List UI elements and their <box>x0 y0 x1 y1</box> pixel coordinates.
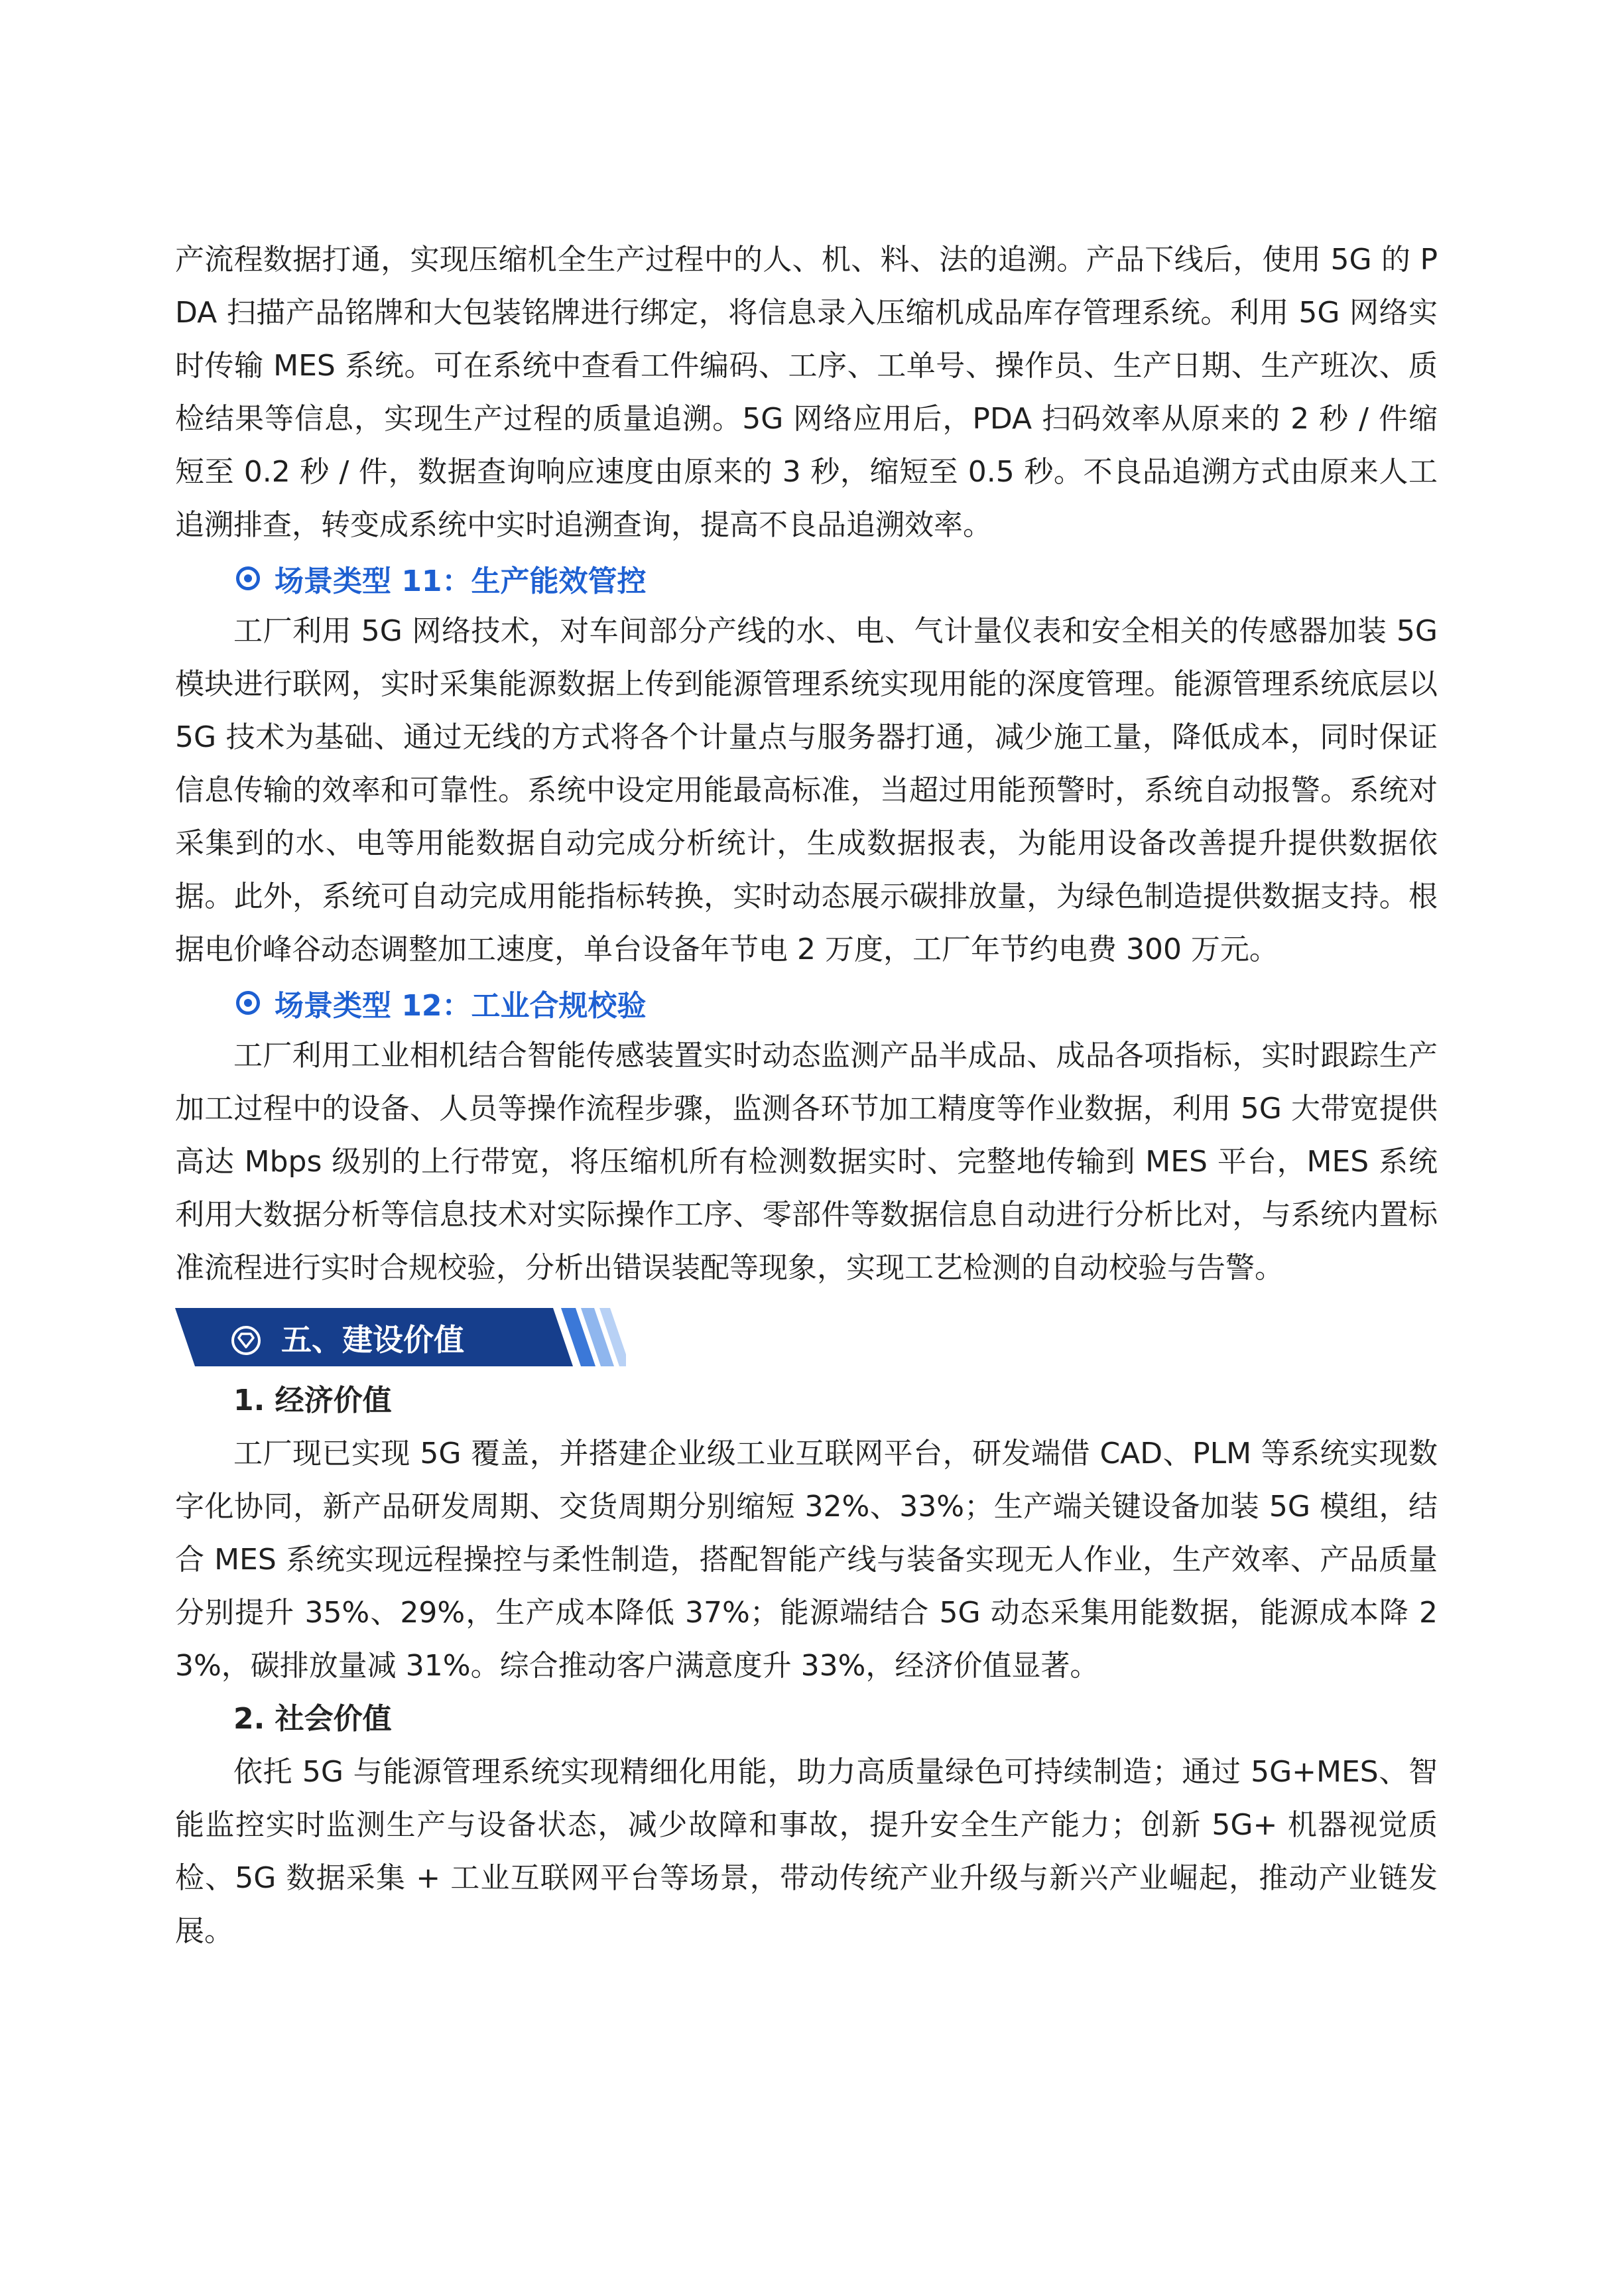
page-content <box>175 233 1438 1958</box>
diamond-heart-icon <box>231 1325 261 1356</box>
scene11-heading <box>236 552 1438 605</box>
economic-value-title: 1. 经济价值 <box>233 1384 392 1417</box>
intro-paragraph: 产流程数据打通，实现压缩机全生产过程中的人、机、料、法的追溯。产品下线后，使用 5G 的 PDA 扫描产品铭牌和大包装铭牌进行绑定，将信息录入压缩机成品库存管理系统。利用 5G 网络实时传输 MES 系统。可在系统中查看工件编码、工序、工单号、操作员、生产日期、生产班次、质检结果等信息，实现生产过程的质量追溯。5G 网络应用后，PDA 扫码效率从原来的 2 秒 / 件缩短至 0.2 秒 / 件，数据查询响应速度由原来的 3 秒，缩短至 0.5 秒。不良品追溯方式由原来人工追溯排查，转变成系统中实时追溯查询，提高不良品追溯效率。 <box>175 243 1438 542</box>
target-circle-icon <box>236 991 260 1015</box>
scene11-title: 场景类型 11：生产能效管控 <box>275 564 647 598</box>
social-value-title: 2. 社会价值 <box>233 1702 392 1736</box>
social-value-body: 依托 5G 与能源管理系统实现精细化用能，助力高质量绿色可持续制造；通过 5G+MES、智能监控实时监测生产与设备状态，减少故障和事故，提升安全生产能力；创新 5G+ 机器视觉质检、5G 数据采集 + 工业互联网平台等场景，带动传统产业升级与新兴产业崛起，推动产业链发展。 <box>175 1755 1438 1948</box>
scene12-title: 场景类型 12：工业合规校验 <box>275 989 647 1023</box>
scene12-body: 工厂利用工业相机结合智能传感装置实时动态监测产品半成品、成品各项指标，实时跟踪生产加工过程中的设备、人员等操作流程步骤，监测各环节加工精度等作业数据，利用 5G 大带宽提供高达 Mbps 级别的上行带宽，将压缩机所有检测数据实时、完整地传输到 MES 平台，MES 系统利用大数据分析等信息技术对实际操作工序、零部件等数据信息自动进行分析比对，与系统内置标准流程进行实时合规校验，分析出错误装配等现象，实现工艺检测的自动校验与告警。 <box>175 1039 1438 1285</box>
target-circle-icon <box>236 566 260 590</box>
section5-banner <box>175 1308 1438 1372</box>
scene11-body: 工厂利用 5G 网络技术，对车间部分产线的水、电、气计量仪表和安全相关的传感器加装 5G 模块进行联网，实时采集能源数据上传到能源管理系统实现用能的深度管理。能源管理系统底层以 5G 技术为基础、通过无线的方式将各个计量点与服务器打通，减少施工量，降低成本，同时保证信息传输的效率和可靠性。系统中设定用能最高标准，当超过用能预警时，系统自动报警。系统对采集到的水、电等用能数据自动完成分析统计，生成数据报表，为能用设备改善提升提供数据依据。此外，系统可自动完成用能指标转换，实时动态展示碳排放量，为绿色制造提供数据支持。根据电价峰谷动态调整加工速度，单台设备年节电 2 万度，工厂年节约电费 300 万元。 <box>175 614 1438 966</box>
scene12-heading <box>236 976 1438 1029</box>
section5-title: 五、建设价值 <box>281 1322 464 1358</box>
economic-value-body: 工厂现已实现 5G 覆盖，并搭建企业级工业互联网平台，研发端借 CAD、PLM 等系统实现数字化协同，新产品研发周期、交货周期分别缩短 32%、33%；生产端关键设备加装 5G 模组，结合 MES 系统实现远程操控与柔性制造，搭配智能产线与装备实现无人作业，生产效率、产品质量分别提升 35%、29%，生产成本降低 37%；能源端结合 5G 动态采集用能数据，能源成本降 23%，碳排放量减 31%。综合推动客户满意度升 33%，经济价值显著。 <box>175 1437 1438 1683</box>
